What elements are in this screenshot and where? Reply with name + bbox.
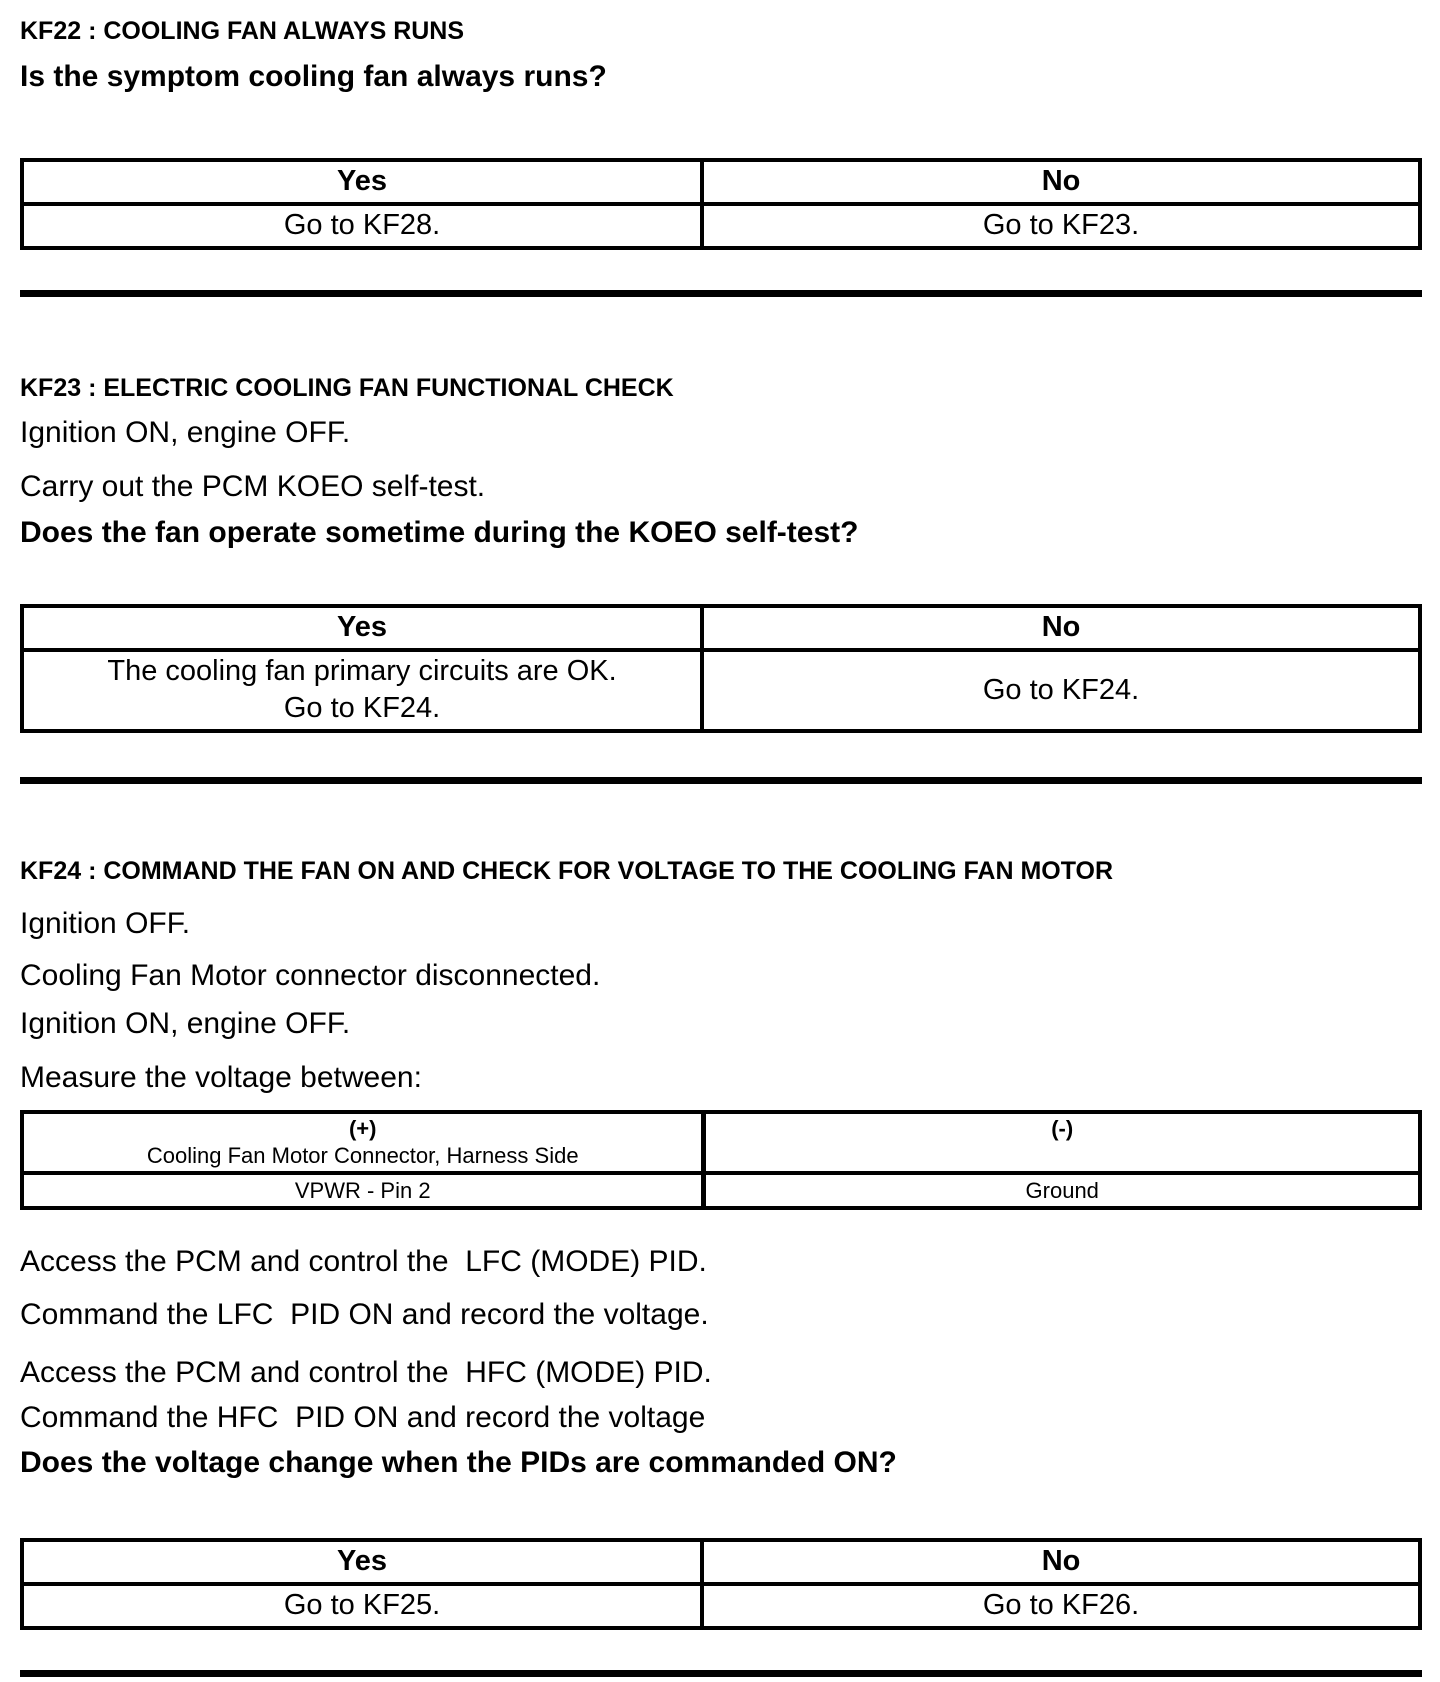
section-divider — [20, 777, 1422, 784]
section-kf23-question: Does the fan operate sometime during the KOEO self-test? — [20, 516, 859, 549]
procedure-step: Ignition ON, engine OFF. — [20, 1007, 351, 1040]
procedure-step: Ignition ON, engine OFF. — [20, 416, 351, 449]
yes-column-header: Yes — [337, 1545, 388, 1577]
no-action-cell — [700, 652, 1418, 729]
procedure-step: Command the HFC PID ON and record the voltage — [20, 1401, 706, 1434]
yes-action-line: Go to KF28. — [283, 209, 441, 241]
no-action-line: Go to KF23. — [982, 209, 1140, 241]
yes-action-line: Go to KF25. — [283, 1589, 441, 1621]
section-kf22 — [20, 16, 1422, 250]
kf23-decision-table — [20, 604, 1422, 733]
section-kf24-heading: KF24 : COMMAND THE FAN ON AND CHECK FOR VOLTAGE TO THE COOLING FAN MOTOR — [20, 857, 1114, 885]
section-kf22-heading: KF22 : COOLING FAN ALWAYS RUNS — [20, 17, 465, 45]
negative-probe-header-cell — [701, 1114, 1418, 1171]
no-column-header: No — [700, 1542, 1418, 1582]
positive-probe-sublabel: Cooling Fan Motor Connector, Harness Side — [146, 1143, 579, 1168]
kf22-decision-action-row — [24, 206, 1418, 246]
section-divider — [20, 1670, 1422, 1677]
yes-action-cell — [24, 652, 700, 729]
no-action-cell — [700, 1586, 1418, 1626]
yes-action-cell — [24, 206, 700, 246]
kf23-decision-header-row — [24, 608, 1418, 652]
no-column-header: No — [700, 162, 1418, 202]
yes-action-line: The cooling fan primary circuits are OK. — [107, 655, 617, 687]
no-action-line: Go to KF26. — [982, 1589, 1140, 1621]
no-action-line: Go to KF24. — [982, 673, 1140, 706]
positive-probe-point-cell — [24, 1175, 701, 1206]
section-kf24-question: Does the voltage change when the PIDs are commanded ON? — [20, 1446, 897, 1479]
section-kf23-heading: KF23 : ELECTRIC COOLING FAN FUNCTIONAL CHECK — [20, 374, 674, 402]
negative-probe-label: (-) — [1051, 1116, 1074, 1141]
procedure-step: Access the PCM and control the HFC (MODE) PID. — [20, 1356, 712, 1389]
yes-action-line: Go to KF24. — [283, 692, 441, 724]
positive-probe-header-cell — [24, 1114, 701, 1171]
measurement-header-row — [24, 1114, 1418, 1175]
positive-probe-label: (+) — [348, 1116, 377, 1141]
kf22-decision-table — [20, 158, 1422, 250]
no-column-header: No — [700, 608, 1418, 648]
kf23-decision-action-row — [24, 652, 1418, 729]
section-kf23 — [20, 373, 1422, 733]
yes-column-header: Yes — [337, 165, 388, 197]
measurement-value-row — [24, 1175, 1418, 1206]
procedure-step: Ignition OFF. — [20, 907, 191, 940]
positive-probe-point: VPWR - Pin 2 — [294, 1177, 431, 1203]
procedure-step: Access the PCM and control the LFC (MODE) PID. — [20, 1245, 707, 1278]
section-kf24 — [20, 856, 1422, 1630]
kf24-decision-header-row — [24, 1542, 1418, 1586]
voltage-measurement-table — [20, 1110, 1422, 1210]
negative-probe-point-cell — [701, 1175, 1418, 1206]
section-divider — [20, 290, 1422, 297]
section-kf22-question: Is the symptom cooling fan always runs? — [20, 60, 607, 93]
no-action-cell — [700, 206, 1418, 246]
procedure-step: Carry out the PCM KOEO self-test. — [20, 470, 486, 503]
yes-action-cell — [24, 1586, 700, 1626]
procedure-step: Cooling Fan Motor connector disconnected. — [20, 959, 601, 992]
kf22-decision-header-row — [24, 162, 1418, 206]
kf24-decision-action-row — [24, 1586, 1418, 1626]
procedure-step: Measure the voltage between: — [20, 1061, 422, 1094]
negative-probe-point: Ground — [1025, 1177, 1099, 1203]
procedure-step: Command the LFC PID ON and record the voltage. — [20, 1298, 709, 1331]
kf24-decision-table — [20, 1538, 1422, 1630]
yes-column-header: Yes — [337, 611, 388, 643]
